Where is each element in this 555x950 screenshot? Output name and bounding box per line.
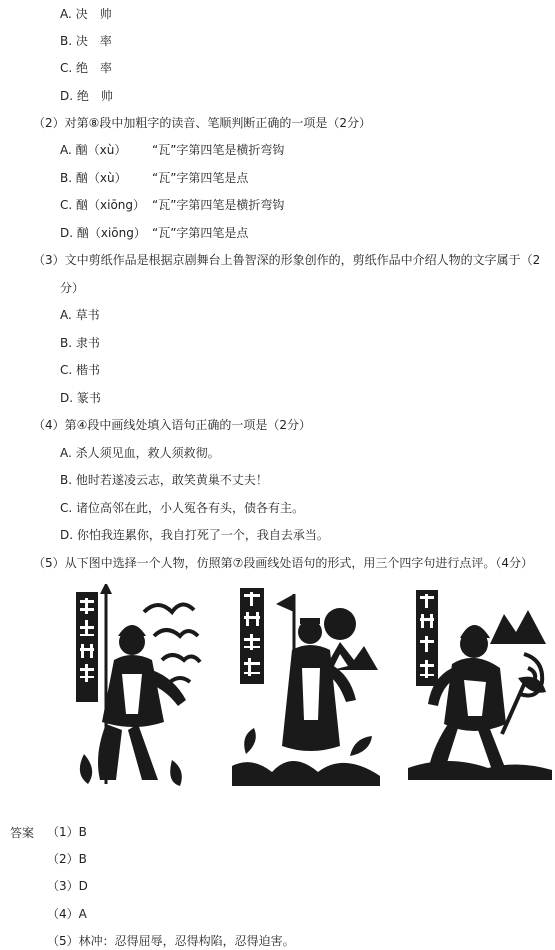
q3-stem-continued: 分） (60, 281, 85, 295)
q2-option-d-reading: D. 酗（xiōng） (60, 226, 146, 240)
q2-option-b-reading: B. 酗（xù） (60, 171, 127, 185)
q2-option-a-reading: A. 酗（xù） (60, 143, 127, 157)
q1-option-c: C. 绝 率 (60, 61, 113, 75)
papercut-likui (408, 584, 552, 780)
q2-stem: （2）对第⑧段中加粗字的读音、笔顺判断正确的一项是（2分） (33, 116, 372, 130)
q4-option-a: A. 杀人须见血，救人须救彻。 (60, 446, 220, 460)
papercut-linchong (66, 584, 212, 790)
q2-option-b-stroke: “瓦”字第四笔是点 (152, 171, 249, 185)
q2-option-c (60, 197, 284, 213)
q2-option-b (60, 170, 248, 186)
q3-option-b: B. 隶书 (60, 336, 100, 350)
q5-stem: （5）从下图中选择一个人物，仿照第⑦段画线处语句的形式，用三个四字句进行点评。（4分） (33, 556, 534, 570)
q2-option-c-stroke: “瓦”字第四笔是横折弯钩 (152, 198, 285, 212)
q1-option-d: D. 绝 帅 (60, 89, 113, 103)
q3-option-d: D. 篆书 (60, 391, 101, 405)
q2-option-a (60, 142, 284, 158)
answer-4: （4）A (47, 907, 87, 921)
q3-option-c: C. 楷书 (60, 363, 101, 377)
answer-label: 答案 (10, 826, 35, 840)
q2-option-d-stroke: “瓦”字第四笔是点 (152, 226, 249, 240)
papercut-songjiang (232, 584, 380, 786)
answer-5: （5）林冲：忍得屈辱，忍得构陷，忍得迫害。 (47, 934, 295, 948)
q4-option-b: B. 他时若遂凌云志，敢笑黄巢不丈夫！ (60, 473, 268, 487)
q2-option-c-reading: C. 酗（xiōng） (60, 198, 146, 212)
q4-option-c: C. 诸位高邻在此，小人冤各有头，债各有主。 (60, 501, 305, 515)
q1-option-b: B. 决 率 (60, 34, 112, 48)
q4-option-d: D. 你怕我连累你，我自打死了一个，我自去承当。 (60, 528, 329, 542)
answer-1: （1）B (47, 825, 87, 839)
q3-option-a: A. 草书 (60, 308, 100, 322)
q1-option-a: A. 决 帅 (60, 7, 112, 21)
answer-3: （3）D (47, 879, 88, 893)
q4-stem: （4）第④段中画线处填入语句正确的一项是（2分） (33, 418, 312, 432)
answer-2: （2）B (47, 852, 87, 866)
q3-stem: （3）文中剪纸作品是根据京剧舞台上鲁智深的形象创作的，剪纸作品中介绍人物的文字属于（2 (33, 253, 541, 267)
q2-option-d (60, 225, 248, 241)
q2-option-a-stroke: “瓦”字第四笔是横折弯钩 (152, 143, 285, 157)
